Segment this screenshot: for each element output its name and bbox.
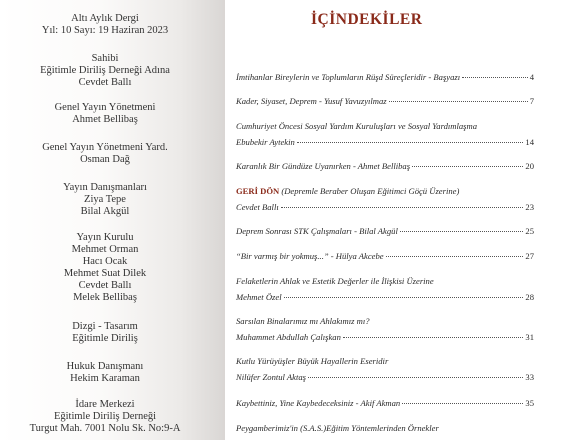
- leader-dots: [343, 337, 524, 338]
- credit-name: Bilal Akgül: [80, 206, 130, 217]
- masthead: [0, 13, 210, 37]
- credit-name: Osman Dağ: [80, 154, 130, 165]
- credit-owner: [0, 53, 210, 89]
- toc-entry-text: Deprem Sonrası STK Çalışmaları - Bilal Akgül: [236, 226, 398, 236]
- toc-page-number: 20: [525, 161, 534, 171]
- credit-assistant-editor: [0, 142, 210, 166]
- leader-dots: [402, 403, 523, 404]
- toc-entry[interactable]: [236, 276, 534, 302]
- credit-name: Cevdet Ballı: [78, 77, 132, 88]
- credit-name: Hacı Ocak: [82, 256, 128, 267]
- leader-dots: [284, 297, 524, 298]
- toc-entry-text: Mehmet Özel: [236, 292, 282, 302]
- toc-page-number: 28: [525, 292, 534, 302]
- leader-dots: [297, 142, 524, 143]
- credit-title: Yayın Danışmanları: [63, 182, 147, 193]
- leader-dots: [412, 166, 523, 167]
- credit-name: Melek Bellibaş: [73, 292, 137, 303]
- leader-dots: [281, 207, 524, 208]
- credit-title: İdare Merkezi: [75, 399, 135, 410]
- credit-title: Sahibi: [91, 53, 119, 64]
- credit-name: Turgut Mah. 7001 Nolu Sk. No:9-A: [29, 423, 181, 434]
- leader-dots: [308, 377, 523, 378]
- credit-name: Hekim Karaman: [70, 373, 140, 384]
- toc-entry[interactable]: [236, 356, 534, 382]
- toc-entry[interactable]: [236, 161, 534, 171]
- toc-page-number: 35: [525, 398, 534, 408]
- toc-entry-title: Peygamberimiz'in (S.A.S.)Eğitim Yöntemlerinden Örnekler: [236, 423, 439, 433]
- toc-page-number: 23: [525, 202, 534, 212]
- credit-advisors: [0, 182, 210, 218]
- leader-dots: [462, 77, 528, 78]
- credit-name: Mehmet Orman: [71, 244, 139, 255]
- credit-title: Genel Yayın Yönetmeni Yard.: [42, 142, 168, 153]
- toc-page-number: 4: [529, 72, 534, 82]
- credit-name: Cevdet Ballı: [78, 280, 132, 291]
- toc-entry[interactable]: [236, 186, 534, 212]
- credit-name: Eğitimle Diriliş Derneği: [53, 411, 157, 422]
- masthead-line: Yıl: 10 Sayı: 19 Haziran 2023: [41, 25, 169, 36]
- toc-page-number: 33: [525, 372, 534, 382]
- toc-entry-text: Ebubekir Aytekin: [236, 137, 295, 147]
- leader-dots: [386, 256, 524, 257]
- credit-title: Dizgi - Tasarım: [72, 321, 138, 332]
- toc-entry-text: Nilüfer Zontul Aktaş: [236, 372, 307, 382]
- toc-entry[interactable]: [236, 423, 534, 439]
- toc-page-number: 31: [525, 332, 534, 342]
- credit-name: Eğitimle Diriliş: [72, 333, 138, 344]
- credit-name: Eğitimle Diriliş Derneği Adına: [40, 65, 170, 76]
- credit-editor-in-chief: [0, 102, 210, 126]
- credit-name: Ahmet Bellibaş: [72, 114, 138, 125]
- credit-name: Mehmet Suat Dilek: [63, 268, 147, 279]
- leader-dots: [389, 101, 528, 102]
- toc-title: İÇİNDEKİLER: [311, 11, 423, 28]
- toc-entry[interactable]: [236, 316, 534, 342]
- masthead-line: Altı Aylık Dergi: [71, 13, 139, 24]
- toc-entry[interactable]: [236, 251, 534, 261]
- toc-entry-text: Cevdet Ballı: [236, 202, 279, 212]
- toc-entry-title: Kutlu Yürüyüşler Büyük Hayallerin Eseridir: [236, 356, 389, 366]
- toc-page-number: 7: [529, 96, 534, 106]
- toc-entry[interactable]: [236, 226, 534, 236]
- leader-dots: [400, 231, 524, 232]
- toc-entry-text: İmtihanlar Bireylerin ve Toplumların Rüşd Süreçleridir - Başyazı: [236, 72, 461, 82]
- toc-entry-title: Sarsılan Binalarımız mı Ahlakımız mı?: [236, 316, 370, 326]
- credit-design: [0, 321, 210, 345]
- credit-name: Ziya Tepe: [84, 194, 126, 205]
- credit-legal: [0, 361, 210, 385]
- toc-page-number: 27: [525, 251, 534, 261]
- toc-entry[interactable]: [236, 398, 534, 408]
- toc-entry-text: Kaybettiniz, Yine Kaybedeceksiniz - Akif Akman: [236, 398, 401, 408]
- credit-office: [0, 399, 210, 435]
- credit-title: Yayın Kurulu: [76, 232, 134, 243]
- toc-entry-text: Karanlık Bir Gündüze Uyanırken - Ahmet Bellibaş: [236, 161, 411, 171]
- toc-entry[interactable]: [236, 72, 534, 82]
- toc-entry-title: Cumhuriyet Öncesi Sosyal Yardım Kuruluşları ve Sosyal Yardımlaşma: [236, 121, 478, 131]
- toc-entry[interactable]: [236, 121, 534, 147]
- credit-title: Genel Yayın Yönetmeni: [54, 102, 156, 113]
- toc-entry-text: “Bir varmış bir yokmuş...” - Hülya Akcebe: [236, 251, 384, 261]
- credit-title: Hukuk Danışmanı: [66, 361, 144, 372]
- toc-entry-text: Muhammet Abdullah Çalışkan: [236, 332, 341, 342]
- toc-entry-text: Kader, Siyaset, Deprem - Yusuf Yavuzyılmaz: [236, 96, 387, 106]
- toc-entry-accent: GERİ DÖN: [236, 186, 280, 196]
- credit-board: [0, 232, 210, 304]
- toc-entry[interactable]: [236, 96, 534, 106]
- toc-entry-title: (Depremle Beraber Oluşan Eğitimci Göçü Üzerine): [279, 186, 460, 196]
- toc-entry-title: Felaketlerin Ahlak ve Estetik Değerler ile İlişkisi Üzerine: [236, 276, 434, 286]
- masthead-sidebar: [0, 0, 225, 440]
- toc-page-number: 25: [525, 226, 534, 236]
- toc-page-number: 14: [525, 137, 534, 147]
